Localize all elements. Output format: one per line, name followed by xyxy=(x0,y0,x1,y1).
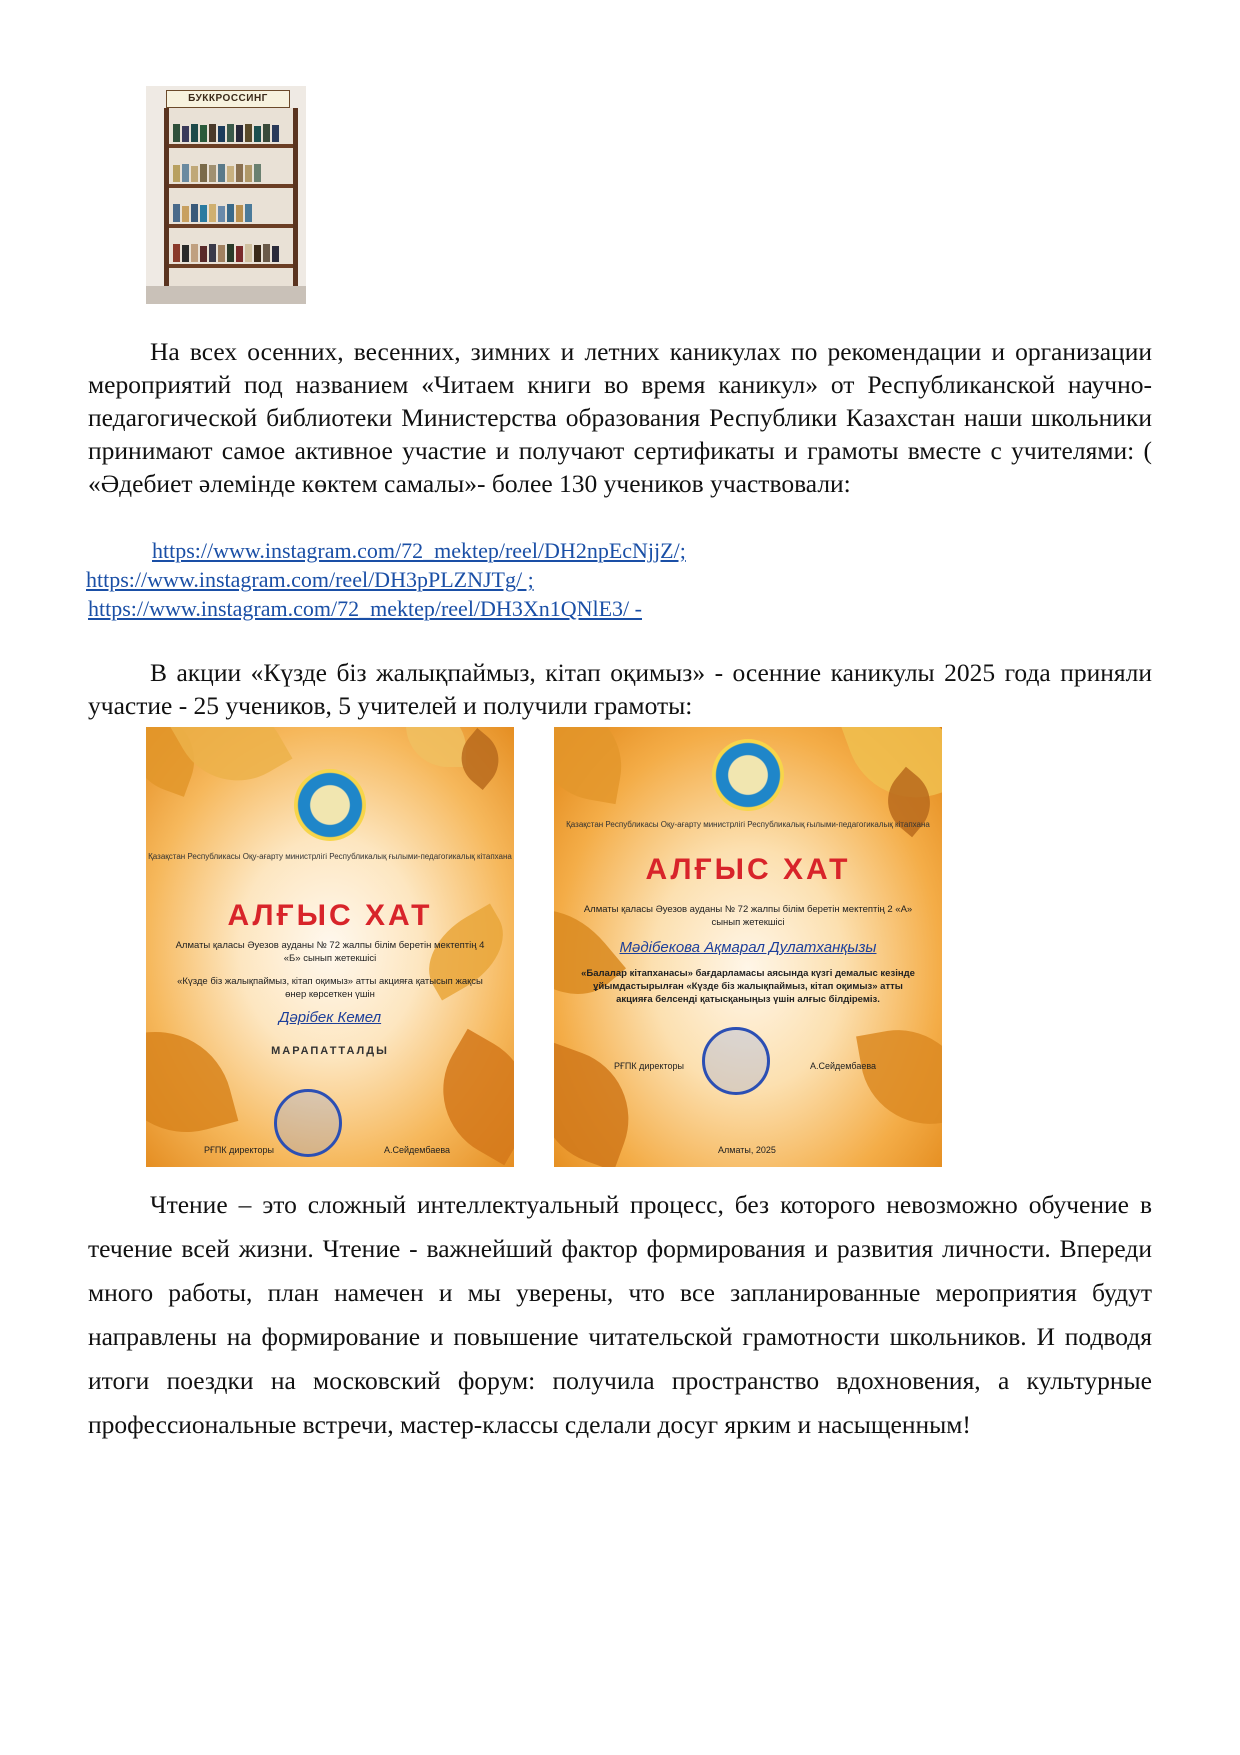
instagram-link-3[interactable]: https://www.instagram.com/72_mektep/reel/DH3Xn1QNlE3/ - xyxy=(88,596,642,621)
stamp-icon xyxy=(274,1089,342,1157)
cert1-title: АЛҒЫС ХАТ xyxy=(227,899,433,932)
cert1-reason: «Күзде біз жалықпаймыз, кітап оқимыз» атты акцияға қатысып жақсы өнер көрсеткен үшін xyxy=(177,976,483,1000)
cert2-director-label: РҒПК директоры xyxy=(614,1061,684,1071)
cert2-recipient-desc: Алматы қаласы Әуезов ауданы № 72 жалпы білім беретін мектептің 2 «А» сынып жетекшісі xyxy=(583,904,913,928)
cert2-name: Мәдібекова Ақмарал Дулатханқызы xyxy=(619,939,877,956)
cert2-title: АЛҒЫС ХАТ xyxy=(645,853,851,886)
instagram-link-1[interactable]: https://www.instagram.com/72_mektep/reel/DH2npEcNjjZ/; xyxy=(152,538,686,563)
emblem-icon xyxy=(294,769,366,841)
paragraph-autumn-campaign: В акции «Күзде біз жалықпаймыз, кітап оқимыз» - осенние каникулы 2025 года приняли участие - 25 учеников, 5 учителей и получили грамоты: xyxy=(88,658,1152,720)
instagram-link-2[interactable]: https://www.instagram.com/reel/DH3pPLZNJTg/ ; xyxy=(86,567,534,592)
cert1-recipient-desc: Алматы қаласы Әуезов ауданы № 72 жалпы білім беретін мектептің 4 «Б» сынып жетекшісі xyxy=(175,940,485,964)
cert1-signer: А.Сейдембаева xyxy=(384,1145,451,1155)
cert2-signer: А.Сейдембаева xyxy=(810,1061,877,1071)
bookcrossing-photo xyxy=(146,86,306,304)
bookshelf xyxy=(164,108,298,286)
emblem-icon xyxy=(712,739,784,811)
cert1-ministry: Қазақстан Республикасы Оқу-ағарту министрлігі Республикалық ғылыми-педагогикалық кітапхана xyxy=(148,852,512,861)
paragraph-reading-during-holidays: На всех осенних, весенних, зимних и летних каникулах по рекомендации и организации мероприятий под названием «Читаем книги во время каникул» от Республиканской научно-педагогической библиотеки Министерства образования Республики Казахстан наши школьники принимают самое активное участие и получают сертификаты и грамоты вместе с учителями: ( «Әдебиет әлемінде көктем самалы»- более 130 учеников участвовали: xyxy=(88,337,1152,498)
cert1-award: МАРАПАТТАЛДЫ xyxy=(271,1045,389,1057)
cert2-ministry: Қазақстан Республикасы Оқу-ағарту министрлігі Республикалық ғылыми-педагогикалық кітапхана xyxy=(566,820,930,829)
certificate-image-2 xyxy=(554,727,942,1167)
cert1-name: Дәрібек Кемел xyxy=(278,1009,382,1026)
stamp-icon xyxy=(702,1027,770,1095)
bookcrossing-sign: БУККРОССИНГ xyxy=(166,90,290,108)
certificate-image-1 xyxy=(146,727,514,1167)
cert2-place-date: Алматы, 2025 xyxy=(718,1145,776,1155)
cert1-director-label: РҒПК директоры xyxy=(204,1145,274,1155)
cert2-reason: «Балалар кітапханасы» бағдарламасы аясында күзгі демалыс кезінде ұйымдастырылған «Күзде біз жалықпаймыз, кітап оқимыз» атты акцияға белсенді қатысқаныңыз үшін алғыс білдіреміз. xyxy=(581,968,915,1005)
paragraph-reading-conclusion: Чтение – это сложный интеллектуальный процесс, без которого невозможно обучение в течение всей жизни. Чтение - важнейший фактор формирования и развития личности. Впереди много работы, план намечен и мы уверены, что все запланированные мероприятия будут направлены на формирование и повышение читательской грамотности школьников. И подводя итоги поездки на московский форум: получила пространство вдохновения, а культурные профессиональные встречи, мастер-классы сделали досуг ярким и насыщенным! xyxy=(88,1190,1152,1439)
